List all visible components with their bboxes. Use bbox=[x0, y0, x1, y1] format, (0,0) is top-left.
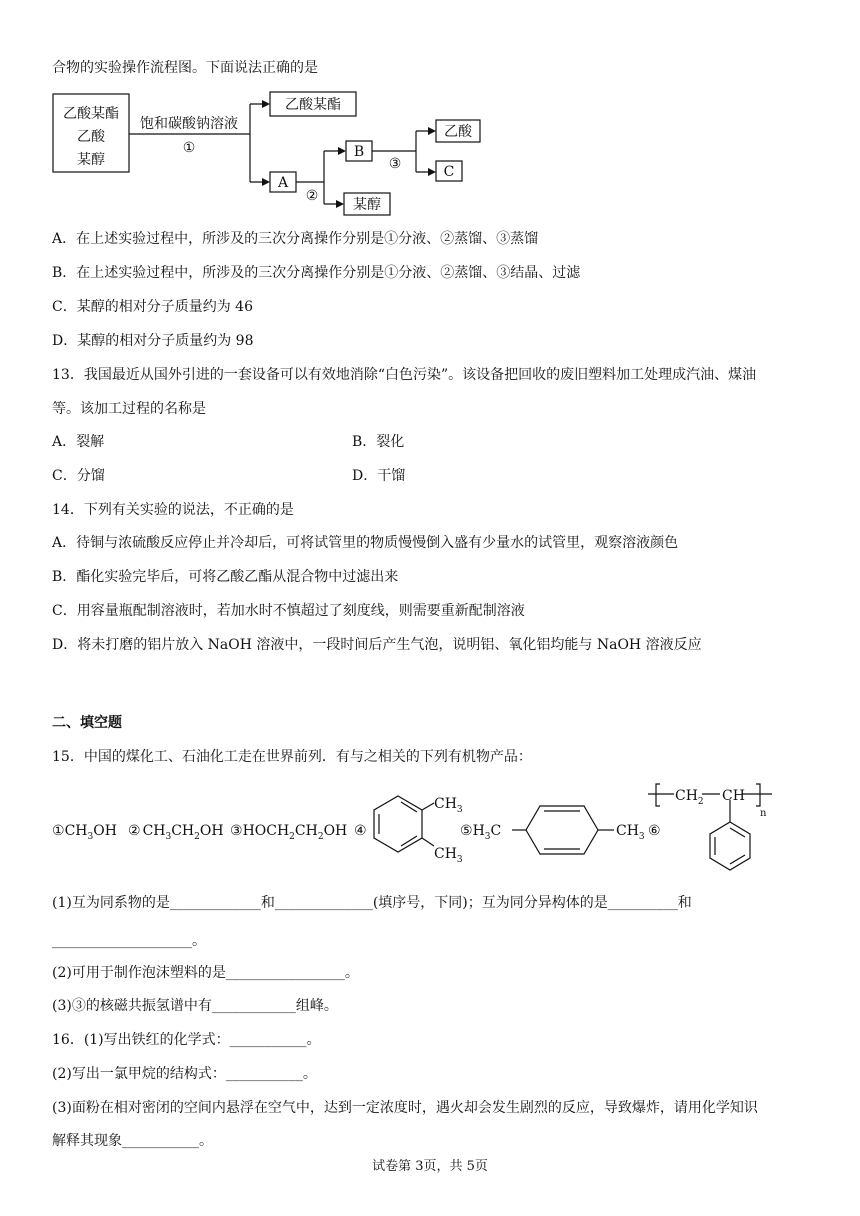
compound-structures bbox=[50, 774, 780, 878]
polymer-ch: CH bbox=[722, 788, 745, 804]
q14-option-a: A．待铜与浓硫酸反应停止并冷却后，可将试管里的物质慢慢倒入盛有少量水的试管里，观察溶液颜色 bbox=[52, 535, 679, 551]
q16-part-1: 16．(1)写出铁红的化学式：___________。 bbox=[52, 1032, 321, 1048]
bottom-product-label: 某醇 bbox=[353, 197, 381, 213]
top-product-label: 乙酸某酯 bbox=[285, 97, 341, 113]
compound-3: $③HOCH_2CH_2OH$ bbox=[230, 823, 348, 842]
compound-6-number: ⑥ bbox=[648, 823, 661, 839]
q12-option-b: B．在上述实验过程中，所涉及的三次分离操作分别是①分液、②蒸馏、③结晶、过滤 bbox=[52, 265, 581, 281]
question-12-stem: 合物的实验操作流程图。下面说法正确的是 bbox=[52, 60, 318, 76]
q15-part-1-line1: (1)互为同系物的是_____________和______________(填序号，下同)；互为同分异构体的是__________和 bbox=[52, 895, 692, 911]
question-13-stem-line2: 等。该加工过程的名称是 bbox=[52, 401, 206, 417]
styrene-ring bbox=[710, 822, 750, 870]
question-15-stem: 15．中国的煤化工、石油化工走在世界前列．有与之相关的下列有机物产品： bbox=[52, 749, 532, 765]
q15-part-2: (2)可用于制作泡沫塑料的是_________________。 bbox=[52, 965, 359, 981]
ortho-xylene-top-methyl: $CH_3$ bbox=[434, 796, 463, 815]
q14-option-d: D．将未打磨的铝片放入 NaOH 溶液中，一段时间后产生气泡，说明铝、氧化铝均能与 NaOH 溶液反应 bbox=[52, 637, 702, 653]
compound-2: ② $CH_3CH_2OH$ bbox=[128, 823, 224, 842]
q15-part-1-line2: ____________________。 bbox=[52, 933, 206, 949]
ortho-xylene-bottom-methyl: $CH_3$ bbox=[434, 846, 463, 865]
q16-part-2: (2)写出一氯甲烷的结构式：___________。 bbox=[52, 1066, 317, 1082]
box-a-label: A bbox=[277, 175, 289, 191]
mixture-alcohol: 某醇 bbox=[77, 152, 105, 168]
q12-option-d: D．某醇的相对分子质量约为 98 bbox=[52, 333, 254, 349]
question-14-stem: 14．下列有关实验的说法，不正确的是 bbox=[52, 502, 294, 518]
q14-option-b: B．酯化实验完毕后，可将乙酸乙酯从混合物中过滤出来 bbox=[52, 569, 399, 585]
q13-option-b: B．裂化 bbox=[352, 434, 405, 450]
section-title: 二、填空题 bbox=[52, 715, 122, 731]
q12-option-a: A．在上述实验过程中，所涉及的三次分离操作分别是①分液、②蒸馏、③蒸馏 bbox=[52, 231, 539, 247]
q15-part-3: (3)③的核磁共振氢谱中有____________组峰。 bbox=[52, 998, 338, 1014]
mixture-ester: 乙酸某酯 bbox=[63, 106, 119, 122]
step-2-label: ② bbox=[305, 188, 319, 204]
ortho-xylene-ring bbox=[374, 796, 422, 852]
q12-option-c: C．某醇的相对分子质量约为 46 bbox=[52, 299, 253, 315]
separation-flowchart bbox=[50, 88, 510, 220]
box-b-label: B bbox=[353, 144, 365, 160]
step-1-label: ① bbox=[182, 140, 196, 156]
q16-part-3-line1: (3)面粉在相对密闭的空间内悬浮在空气中，达到一定浓度时，遇火却会发生剧烈的反应，导致爆炸，请用化学知识 bbox=[52, 1100, 758, 1116]
acid-product-label: 乙酸 bbox=[444, 124, 472, 140]
compound-5-left: $⑤H_3C$ bbox=[460, 823, 502, 842]
q13-option-c: C．分馏 bbox=[52, 468, 105, 484]
polymer-n: n bbox=[760, 808, 767, 819]
compound-5-right: $CH_3$ bbox=[616, 823, 645, 842]
q14-option-c: C．用容量瓶配制溶液时，若加水时不慎超过了刻度线，则需要重新配制溶液 bbox=[52, 603, 525, 619]
reagent-label: 饱和碳酸钠溶液 bbox=[140, 116, 238, 132]
mixture-acid: 乙酸 bbox=[77, 129, 105, 145]
compound-1: $①CH_3OH$ bbox=[52, 823, 117, 842]
question-13-stem-line1: 13．我国最近从国外引进的一套设备可以有效地消除“白色污染”。该设备把回收的废旧塑料加工处理成汽油、煤油 bbox=[52, 367, 757, 383]
q13-option-a: A．裂解 bbox=[52, 434, 105, 450]
polymer-ch2: $CH_2$ bbox=[675, 788, 704, 807]
page-footer: 试卷第 3页，共 5页 bbox=[372, 1159, 488, 1174]
box-c-label: C bbox=[443, 164, 455, 180]
step-3-label: ③ bbox=[388, 156, 402, 172]
para-xylene-ring bbox=[526, 806, 598, 854]
q13-option-d: D．干馏 bbox=[352, 468, 406, 484]
q16-part-3-line2: 解释其现象___________。 bbox=[52, 1133, 213, 1149]
compound-4-number: ④ bbox=[354, 823, 367, 839]
